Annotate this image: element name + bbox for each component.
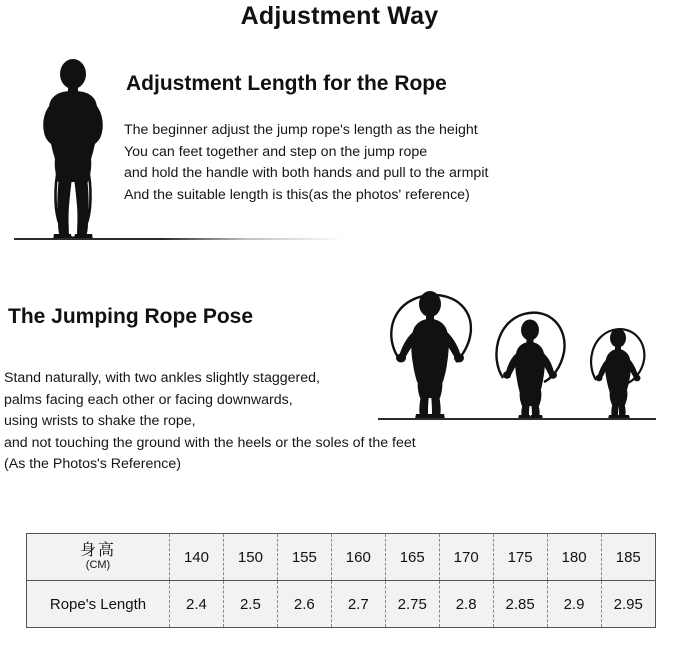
size-table <box>27 534 655 627</box>
section-1-line-4: And the suitable length is this(as the photos' reference) <box>124 186 470 203</box>
rope-length-cell: 2.7 <box>331 581 385 628</box>
section-2-body <box>4 368 416 476</box>
ground-line-1 <box>14 238 344 240</box>
section-2-line-4: and not touching the ground with the heels or the soles of the feet <box>4 434 416 451</box>
figure-jumping-pose-silhouettes <box>378 282 674 422</box>
section-1-line-1: The beginner adjust the jump rope's length as the height <box>124 122 478 138</box>
rope-length-cell: 2.85 <box>493 581 547 628</box>
page-title: Adjustment Way <box>240 2 439 30</box>
height-cell: 140 <box>170 534 224 581</box>
height-cell: 180 <box>547 534 601 581</box>
section-1-line-2: You can feet together and step on the jump rope <box>124 143 428 160</box>
height-cell: 175 <box>493 534 547 581</box>
section-2-line-3: using wrists to shake the rope, <box>4 413 196 429</box>
table-row <box>27 581 655 628</box>
rope-length-cell: 2.9 <box>547 581 601 628</box>
height-cell: 165 <box>385 534 439 581</box>
height-cell: 160 <box>331 534 385 581</box>
height-label-cn: 身高 <box>79 542 116 559</box>
rope-length-cell: 2.4 <box>170 581 224 628</box>
section-2-line-1: Stand naturally, with two ankles slightly staggered, <box>4 370 320 386</box>
section-2-line-2: palms facing each other or facing downwards, <box>4 391 293 408</box>
pose-3 <box>591 329 644 420</box>
rope-length-label-cell: Rope's Length <box>27 581 170 628</box>
rope-length-cell: 2.95 <box>613 595 643 613</box>
section-1-heading: Adjustment Length for the Rope <box>126 72 447 95</box>
section-2-heading: The Jumping Rope Pose <box>8 305 254 328</box>
height-cell: 155 <box>277 534 331 581</box>
figure-rope-length-silhouette <box>18 58 128 243</box>
height-cell: 170 <box>439 534 493 581</box>
rope-length-cell: 2.8 <box>439 581 493 628</box>
pose-1 <box>391 291 471 419</box>
height-cell: 185 <box>601 534 655 581</box>
table-row <box>27 534 655 581</box>
height-label-cell <box>27 534 170 581</box>
ground-line-2 <box>378 418 656 420</box>
section-1-line-3: and hold the handle with both hands and pull to the armpit <box>124 165 489 181</box>
height-cell: 150 <box>223 534 277 581</box>
section-2-line-5: (As the Photos's Reference) <box>4 456 181 472</box>
rope-length-cell: 2.5 <box>223 581 277 628</box>
rope-length-cell: 2.6 <box>277 581 331 628</box>
pose-2 <box>496 313 564 419</box>
rope-length-cell: 2.75 <box>385 581 439 628</box>
size-chart <box>26 533 656 628</box>
height-label-unit: (CM) <box>85 559 111 571</box>
section-1-body <box>124 120 488 206</box>
